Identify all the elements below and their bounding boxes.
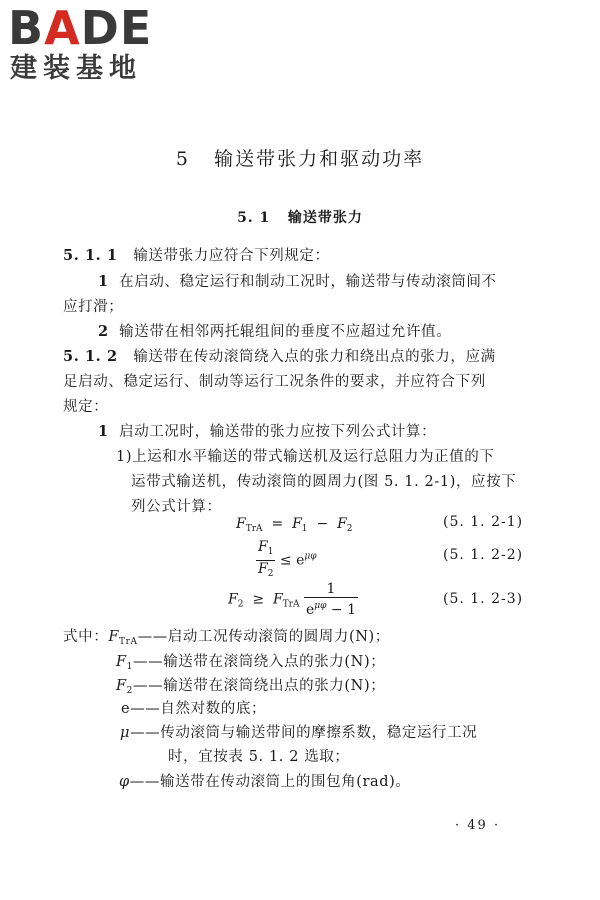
clause-5-1-2-line-3: 规定：: [63, 399, 109, 415]
fraction-1-over-e: $\frac{1}{e^{\mu\varphi} - 1}$: [305, 581, 356, 618]
logo-tagline: 建装基地: [10, 53, 142, 84]
definition-f1: $F_1——$输送带在滚筒绕入点的张力(N)；: [116, 654, 386, 672]
equation-5-1-2-3: $F_2 \ge F_{TrA}$ $\frac{1}{e^{\mu\varphi} - 1}$: [228, 581, 356, 618]
equation-label-3: (5. 1. 2-3): [443, 591, 524, 607]
clause-5-1-1: 5. 1. 1 输送带张力应符合下列规定：: [63, 247, 330, 264]
section-title: [0, 207, 600, 227]
clause-5-1-2-sub-1-line-3: 列公式计算：: [131, 499, 222, 515]
equation-5-1-2-1: $F_{TrA} = F_1 - F_2$: [236, 516, 353, 534]
definition-mu: μ——传动滚筒与输送带间的摩擦系数，稳定运行工况: [120, 725, 478, 741]
clause-5-1-1-item-1-cont: 应打滑；: [63, 299, 124, 315]
clause-5-1-2: 5. 1. 2 输送带在传动滚筒绕入点的张力和绕出点的张力，应满: [63, 348, 496, 365]
equation-label-2: (5. 1. 2-2): [443, 547, 524, 563]
logo-wordmark: BADE: [8, 1, 153, 55]
chapter-number: 5: [175, 148, 190, 170]
equation-label-1: (5. 1. 2-1): [443, 514, 524, 530]
logo: [8, 1, 178, 86]
chapter-title: [0, 144, 600, 171]
fraction-f1-f2: $\frac{F_1}{F_2}$: [258, 539, 274, 579]
page-number: · 49 ·: [455, 818, 501, 833]
equation-5-1-2-2: $\frac{F_1}{F_2}$ ≤ $e^{\mu\varphi}$: [256, 539, 317, 582]
definition-mu-cont: 时，宜按表 5. 1. 2 选取；: [168, 749, 350, 765]
definition-phi: φ——输送带在传动滚筒上的围包角(rad)。: [119, 774, 411, 790]
section-number: 5. 1: [237, 210, 271, 226]
definition-f-tra: 式中：$F_{TrA}——$启动工况传动滚筒的圆周力(N)；: [63, 629, 390, 647]
definition-f2: $F_2——$输送带在滚筒绕出点的张力(N)；: [116, 678, 386, 696]
clause-5-1-1-item-1: 1 在启动、稳定运行和制动工况时，输送带与传动滚筒间不: [98, 273, 497, 290]
clause-5-1-2-item-1: 1 启动工况时，输送带的张力应按下列公式计算：: [98, 423, 437, 440]
clause-5-1-1-item-2: 2 输送带在相邻两托辊组间的垂度不应超过允许值。: [98, 323, 452, 340]
chapter-title-text: 输送带张力和驱动功率: [214, 148, 425, 170]
section-title-text: 输送带张力: [287, 210, 363, 226]
clause-5-1-2-sub-1-line-1: 1)上运和水平输送的带式输送机及运行总阻力为正值的下: [116, 449, 495, 465]
clause-5-1-2-line-2: 足启动、稳定运行、制动等运行工况条件的要求，并应符合下列: [63, 374, 486, 390]
clause-5-1-2-sub-1-line-2: 运带式输送机，传动滚筒的圆周力(图 5. 1. 2-1)，应按下: [131, 474, 517, 490]
definition-e: e——自然对数的底；: [121, 701, 267, 717]
